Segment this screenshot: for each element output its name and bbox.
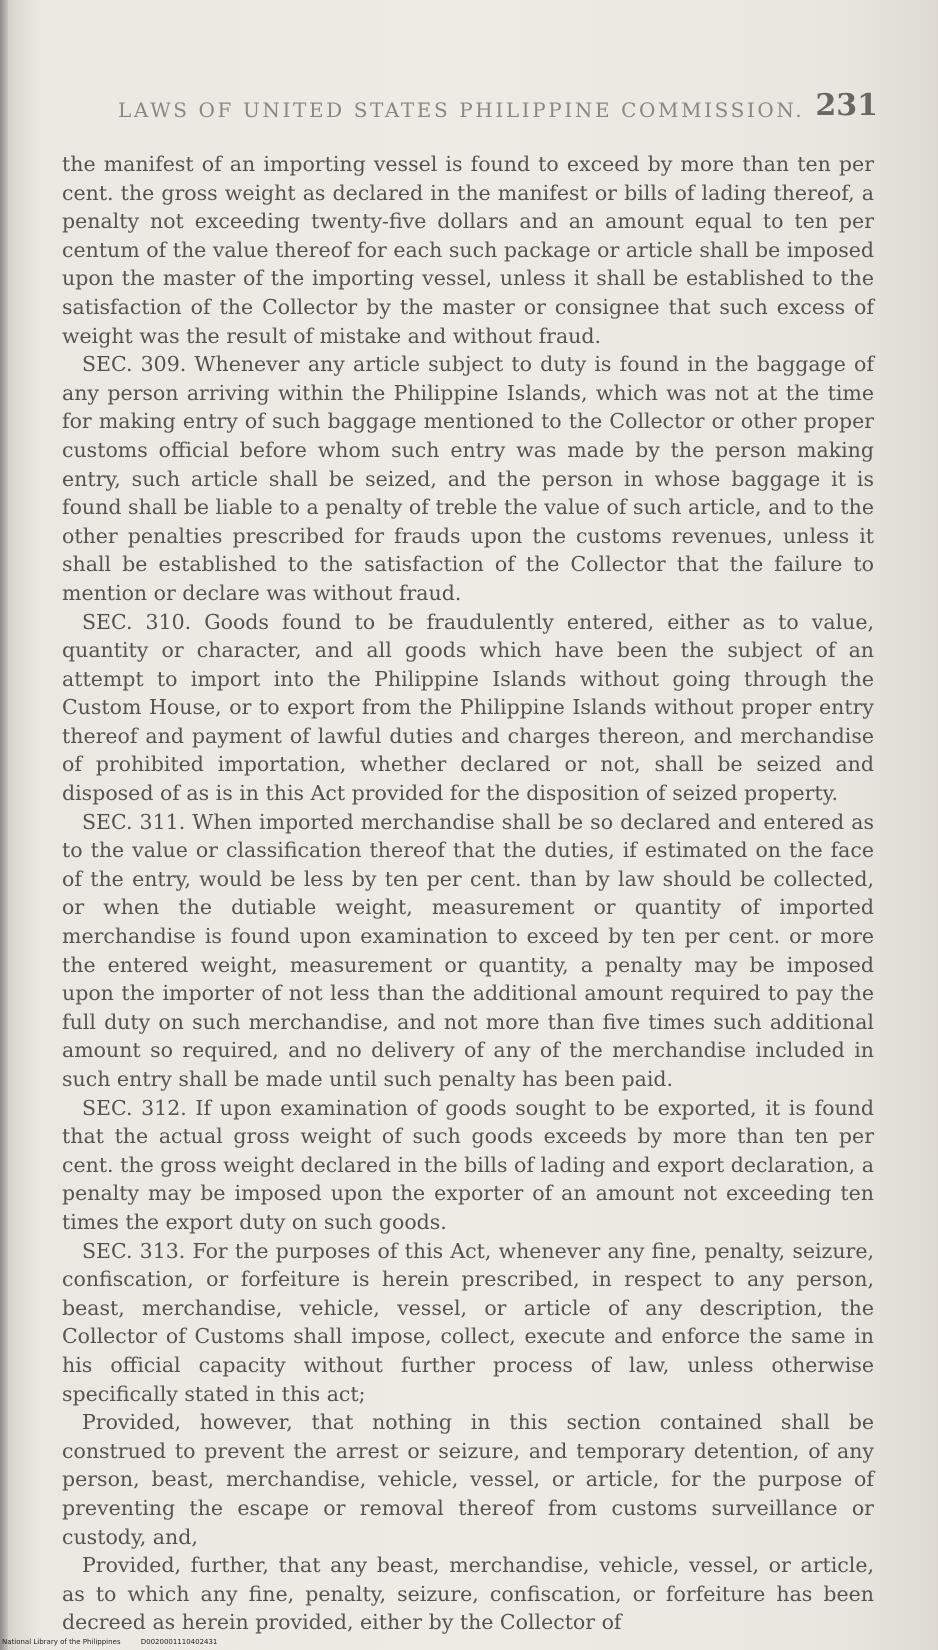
footer-library: National Library of the Philippines: [2, 1638, 121, 1646]
footer-record-id: D0020001110402431: [140, 1638, 218, 1646]
paragraph-sec-312: SEC. 312. If upon examination of goods sought to be exported, it is found that the actual gross weight of such goods exceeds by more than ten per cent. the gross weight declared in the bills of lading and export declaration, a penalty may be imposed upon the exporter of an amount not exceeding ten times the export duty on such goods.: [62, 1095, 874, 1234]
scan-footer: [2, 1638, 235, 1646]
paragraph-sec-311: SEC. 311. When imported merchandise shall be so declared and entered as to the value or classification thereof that the duties, if estimated on the face of the entry, would be less by ten per cent. than by law should be collected, or when the dutiable weight, measurement or quantity of imported merchandise is found upon examination to exceed by ten per cent. or more the entered weight, measurement or quantity, a penalty may be imposed upon the importer of not less than the additional amount required to pay the full duty on such merchandise, and not more than five times such additional amount so required, and no delivery of any of the merchandise included in such entry shall be made until such penalty has been paid.: [62, 809, 874, 1091]
body-text: [62, 150, 874, 1637]
page-binding-edge: [0, 0, 8, 1650]
paragraph-proviso-1: Provided, however, that nothing in this section contained shall be construed to prevent the arrest or seizure, and temporary detention, of any person, beast, merchandise, vehicle, vessel, or article, for the purpose of preventing the escape or removal thereof from customs surveillance or custody, and,: [62, 1410, 874, 1549]
page-header: [118, 88, 878, 128]
paragraph-proviso-2: Provided, further, that any beast, merchandise, vehicle, vessel, or article, as to which any fine, penalty, seizure, confiscation, or forfeiture has been decreed as herein provided, either by the Collector of: [62, 1553, 874, 1635]
running-head: LAWS OF UNITED STATES PHILIPPINE COMMISSION.: [118, 98, 805, 122]
paragraph-sec-309: SEC. 309. Whenever any article subject to duty is found in the baggage of any person arriving within the Philippine Islands, which was not at the time for making entry of such baggage mentioned to the Collector or other proper customs official before whom such entry was made by the person making entry, such article shall be seized, and the person in whose baggage it is found shall be liable to a penalty of treble the value of such article, and to the other penalties prescribed for frauds upon the customs revenues, unless it shall be established to the satisfaction of the Collector that the failure to mention or declare was without fraud.: [62, 352, 874, 605]
paragraph-sec-313: SEC. 313. For the purposes of this Act, whenever any fine, penalty, seizure, confiscation, or forfeiture is herein prescribed, in respect to any person, beast, merchandise, vehicle, vessel, or article of any description, the Collector of Customs shall impose, collect, execute and enforce the same in his official capacity without further process of law, unless otherwise specifically stated in this act;: [62, 1238, 874, 1406]
paragraph-sec-310: SEC. 310. Goods found to be fraudulently entered, either as to value, quantity or character, and all goods which have been the subject of an attempt to import into the Philippine Islands without going through the Custom House, or to export from the Philippine Islands without proper entry thereof and payment of lawful duties and charges thereon, and merchandise of prohibited importation, whether declared or not, shall be seized and disposed of as is in this Act provided for the disposition of seized property.: [62, 609, 874, 806]
paragraph-continuation: the manifest of an importing vessel is found to exceed by more than ten per cent. the gross weight as declared in the manifest or bills of lading thereof, a penalty not exceeding twenty-five dollars and an amount equal to ten per centum of the value thereof for each such package or article shall be imposed upon the master of the importing vessel, unless it shall be established to the satisfaction of the Collector by the master or consignee that such excess of weight was the result of mistake and without fraud.: [62, 152, 874, 348]
page-number: 231: [815, 88, 878, 123]
